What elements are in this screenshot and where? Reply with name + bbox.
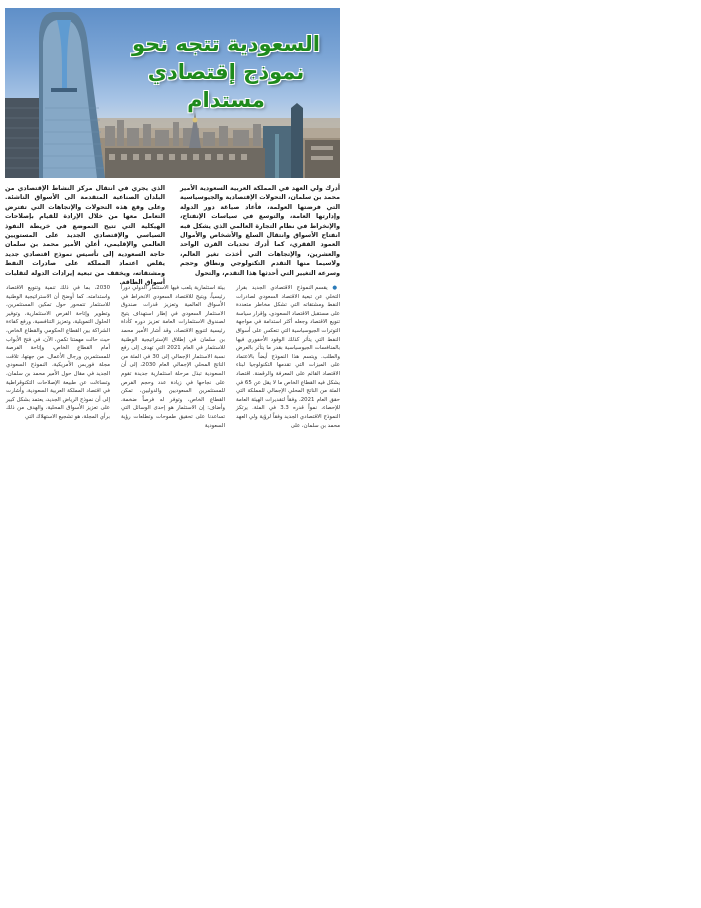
bullet-icon: ● [327, 285, 340, 291]
lead-column-left: الذي يجري في انتقال مركز النشاط الإقتصادي من البلدان الصناعية المتقدمة الى الأسواق الناشئة. وعلى وقع هذه التحولات والإتجاهات التي تفترض التعامل معها من خلال الإرادة للقيام بإصلاحات الهيكلية التي تتيح التموضع في خريطة النفوذ السياسي والإقتصادي الجديد على المستويين العالمي والإقليمي، أعلن الأمير محمد بن سلمان حاجة السعودية إلى تأسيس نموذج اقتصادي جديد يقلص اعتماد المملكة على صادرات النفط ومشتقاته، ويخفف من تبعية إيرادات الدولة لتقلبات أسواق الطاقة. [5, 185, 165, 287]
article-headline [126, 30, 326, 114]
body-column-1-text: يقسم النموذج الاقتصادي الجديد بقرار التخلي عن تبعية الاقتصاد السعودي لصادرات النفط ومشتقاته التي تشكل مخاطر متعددة على مستقبل الاقتصاد السعودي، وإقرار سياسة تنويع الاقتصاد وجعله أكثر استدامة في مواجهة التوترات الجيوسياسية التي تنعكس على أسواق النفط التي يتأثر كذلك الوقود الأحفوري فيها بالمنافسات الجيوسياسية بقدر ما يتأثر بالعرض والطلب. ويتسم هذا النموذج أيضاً بالاعتماد على الميزات التي تقدمها التكنولوجيا لبناء الاقتصاد القائم على المعرفة والرقمنة. اقتصاد يشكل فيه القطاع الخاص ما لا يقل عن 65 في المئة من الناتج المحلي الإجمالي للمملكة التي حقق العام 2021، وفقاً لتقديرات الهيئة العامة للإحصاء، نمواً قدره 3.3 في المئة. يرتكز النموذج الاقتصادي الجديد وفقاً لرؤية ولي العهد محمد بن سلمان، على [236, 285, 340, 429]
body-column-1 [236, 284, 340, 460]
headline-line-1: السعودية تتجه نحو [131, 32, 320, 56]
body-column-3: 2030، بما في ذلك تنمية وتنويع الاقتصاد واستدامته. كما أوضح أن الاستراتيجية الوطنية للاستثمار تتمحور حول تمكين المستثمرين، وتطوير وإتاحة الفرص الاستثمارية، وتوفير الحلول التمويلية، وتعزيز التنافسية، ورفع كفاءة الشراكة بين القطاع الحكومي والقطاع الخاص، حيث حالت مهمتنا تكمن، الآن، في فتح الأبواب أمام القطاع الخاص، وإتاحة الفرصة للمستثمرين ورجال الأعمال. من جهتها، تلاقت مجلة فوربس الأمريكية، النموذج السعودي الجديد في مقال حول الأمير محمد بن سلمان، وتساءلت عن طبيعة الإصلاحات التكنوقراطية في اقتصاد المملكة العربية السعودية، وأشارت إلى أن نموذج الرياض الجديد، يعتمد بشكل كبير على تعزيز الأسواق المحلية، والهدف من ذلك برأي المجلة، هو تشجيع الاستهلاك التي [6, 285, 110, 420]
newspaper-article [5, 8, 340, 458]
body-column-2: بيئة استثمارية يلعب فيها الاستثمار الدولي دوراً رئيسياً، ويتيح للاقتصاد السعودي الانخراط في الأسواق العالمية وتعزيز قدرات صندوق الاستثمار السعودي في إطار استهداف يتيح لصندوق الاستثمارات العامة تعزيز دوره كأداة رئيسية لتنويع الاقتصاد، وقد أشار الأمير محمد بن سلمان في إطلاق الإستراتيجية الوطنية للاستثمار في العام 2021 التي تهدف إلى رفع نسبة الاستثمار الإجمالي إلى 30 في المئة من الناتج المحلي الإجمالي العام 2030، إلى أن السعودية تبذل مرحلة استثمارية جديدة تقوم على نجاحها في زيادة عدد وحجم الفرص للمستثمرين السعوديين والدوليين، تمكن القطاع الخاص، وتوفر له فرصاً ضخمة، وأضاف: إن الاستثمار هو إحدى الوسائل التي تساعدنا على تحقيق طموحات وتطلعات رؤية السعودية [121, 285, 226, 429]
article-body [5, 284, 340, 460]
lead-paragraph [5, 184, 340, 287]
hero-image [5, 8, 340, 178]
headline-line-2: نموذج إقتصادي مستدام [147, 60, 305, 112]
lead-column-right: أدرك ولي العهد في المملكة العربية السعودية الأمير محمد بن سلمان، التحولات الإقتصادية والجيوسياسية التي فرضتها العولمة، فأعاد صياغة دور الدولة وإدارتها العامة، والتوسع في سياسات الإنفتاح، والإنخراط في نظام التجارة العالمي الذي يشكل قبه انفتاح الأسواق وانتقال السلع والأشخاص والأموال العمود الفقري، كما أدرك تحديات القرن الواحد والعشرين، والإتجاهات التي أخذت تغير العالم، ولاسيما منها التقدم التكنولوجي ونطاق وحجم وسرعة التغيير التي أحدثها هذا التقدم، والتحول [180, 185, 340, 277]
